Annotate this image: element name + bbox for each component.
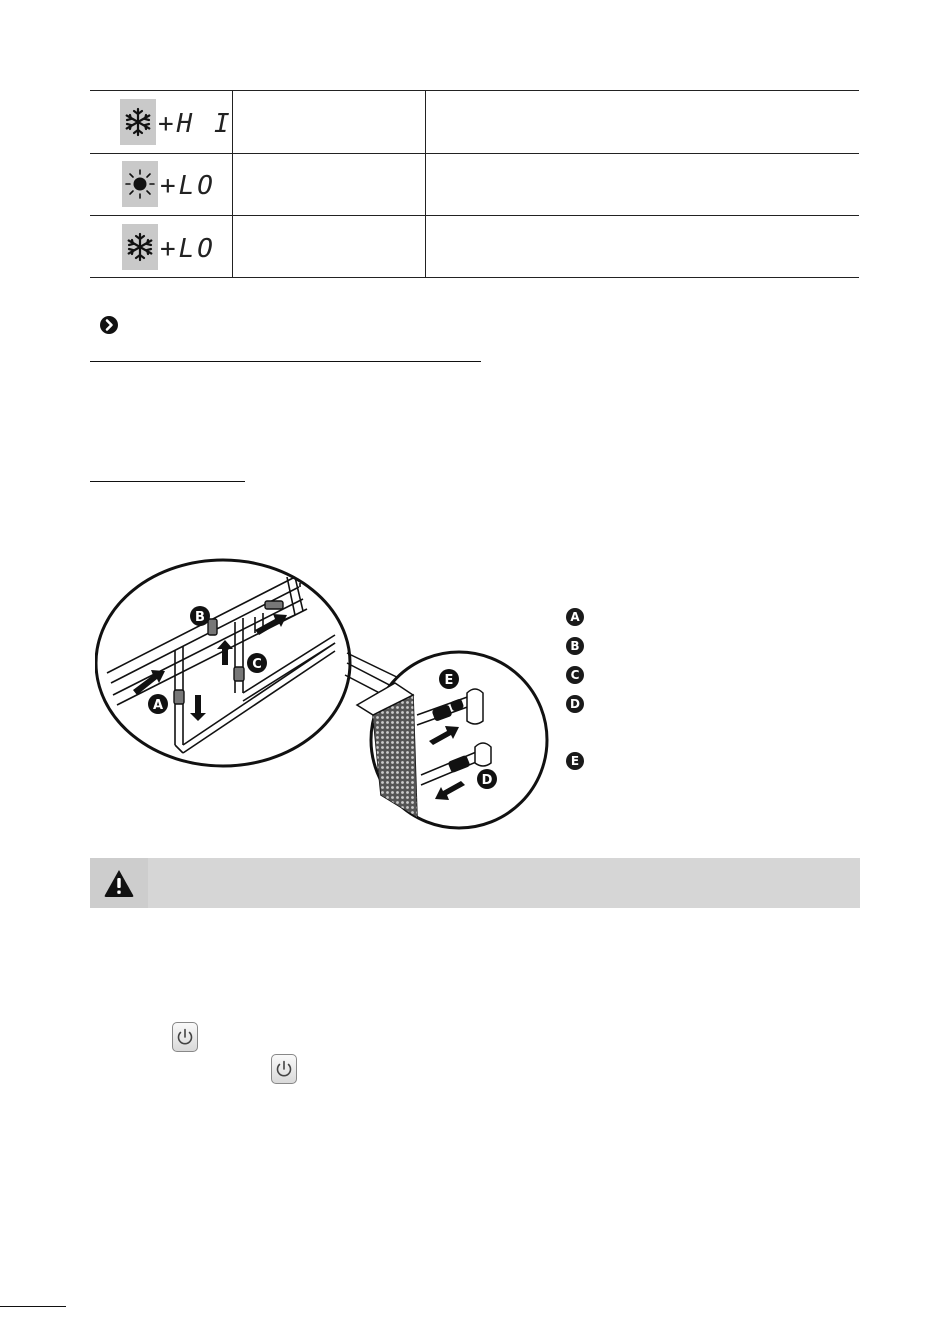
power-button-icon [271, 1054, 297, 1084]
installation-diagram [95, 555, 575, 850]
warning-icon-cell [90, 858, 148, 908]
mode-code: +H I [158, 109, 233, 139]
mode-code: +LO [160, 234, 216, 264]
power-button-icon [172, 1022, 198, 1052]
callout-c: C [252, 657, 262, 672]
warning-banner [90, 858, 860, 908]
callout-b: B [195, 610, 205, 625]
table-rule-bottom [90, 277, 859, 278]
legend-badge-d: D [566, 695, 584, 713]
warning-icon [103, 868, 135, 898]
legend-badge-e: E [566, 752, 584, 770]
subsection-heading-rule [90, 481, 245, 482]
snowflake-icon [122, 224, 158, 270]
arrow-bullet-icon [99, 315, 119, 335]
callout-a: A [152, 698, 164, 713]
legend-badge-a: A [566, 608, 584, 626]
callout-d: D [481, 773, 493, 788]
snowflake-icon [120, 99, 156, 145]
legend-badge-c: C [566, 666, 584, 684]
table-rule [90, 153, 859, 154]
section-heading-rule [90, 361, 481, 362]
table-rule-top [90, 90, 859, 91]
footer-rule [0, 1306, 66, 1307]
table-column-divider [425, 90, 426, 277]
mode-code: +LO [160, 171, 216, 201]
callout-e: E [444, 673, 454, 688]
table-rule [90, 215, 859, 216]
legend-badge-b: B [566, 637, 584, 655]
sun-icon [122, 161, 158, 207]
